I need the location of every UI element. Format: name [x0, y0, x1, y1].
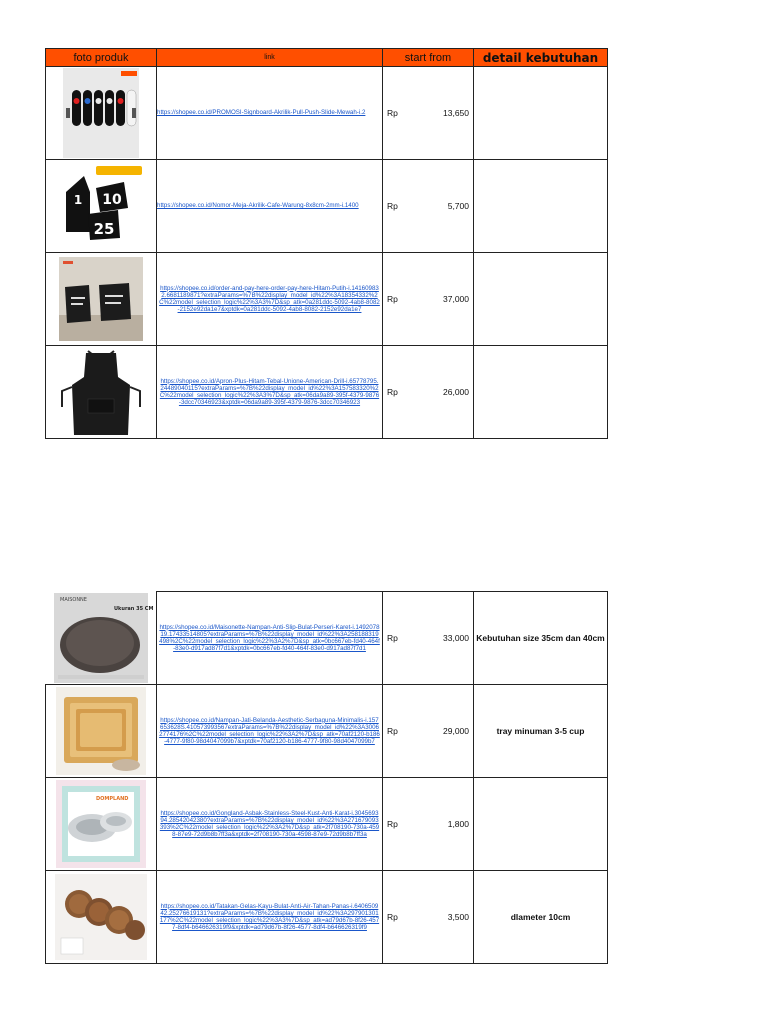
- detail-cell: tray minuman 3-5 cup: [474, 685, 608, 778]
- price-cell: [383, 871, 474, 964]
- table-number-photo-icon: [58, 162, 144, 250]
- table-row: [46, 253, 608, 346]
- price-cell: [383, 592, 474, 685]
- price: 26,000: [443, 387, 469, 397]
- photo-cell: [46, 160, 157, 253]
- svg-text:1: 1: [73, 193, 83, 207]
- product-link[interactable]: https://shopee.co.id/Tatakan-Gelas-Kayu-Bulat-Anti-Air-Tahan-Panas-i.640650942.25276619131?extraParams=%7B%22display_model_id%22%3A297901301177%2C%22model_selection_logic%22%3A3%7D&sp_atk=ad79d67b-8f26-4577-8df4-b646626319f9&xptdk=ad79d67b-8f26-4577-8df4-b646626319f9: [157, 871, 383, 964]
- apron-photo-icon: [56, 347, 146, 437]
- header-link: link: [157, 49, 383, 67]
- products-table-2: [45, 591, 608, 964]
- svg-text:10: 10: [102, 192, 122, 208]
- photo-cell: [46, 592, 157, 685]
- product-link[interactable]: https://shopee.co.id/Nampan-Jati-Belanda-Aesthetic-Serbaguna-Minimalis-i.157653628S.410573993567extraParams=%7B%22display_model_id%22%3A30062774176%2C%22model_selection_logic%22%3A2%7D&sp_atk=70af2120-b186-4777-9f80-98d4047099b7&xptdk=70af2120-b186-4777-9f80-98d4047099b7: [157, 685, 383, 778]
- product-link[interactable]: https://shopee.co.id/Gongland-Asbak-Stainless-Steel-Kust-Anti-Karat-i.304569394.28542042380?extraParams=%7B%22display_model_id%22%3A271679093393%2C%22model_selection_logic%22%3A2%7D&sp_atk=2f708190-730a-4598-87e9-72d9b8b7ff3a&xptdk=2f708190-730a-4598-87e9-72d9b8b7ff3a: [157, 778, 383, 871]
- product-link[interactable]: https://shopee.co.id/PROMOSI-Signboard-Akrilik-Pull-Push-Slide-Mewah-i.2: [157, 67, 383, 160]
- header-photo: foto produk: [46, 49, 157, 67]
- table-row: [46, 160, 608, 253]
- currency: Rp: [387, 912, 398, 922]
- price-cell: [383, 160, 474, 253]
- price: 5,700: [447, 201, 469, 211]
- detail-cell: Kebutuhan size 35cm dan 40cm: [474, 592, 608, 685]
- steel-tray-photo-icon: [56, 780, 146, 868]
- photo-cell: [46, 778, 157, 871]
- price-cell: [383, 685, 474, 778]
- detail-cell: [474, 253, 608, 346]
- photo-cell: [46, 685, 157, 778]
- svg-text:25: 25: [93, 220, 115, 238]
- wood-tray-photo-icon: [56, 687, 146, 775]
- table-row: [46, 685, 608, 778]
- photo-caption: Ukuran 35 CM: [114, 606, 154, 612]
- photo-brand: DOMPLAND: [96, 796, 129, 802]
- detail-cell: [474, 67, 608, 160]
- currency: Rp: [387, 201, 398, 211]
- detail-cell: dlameter 10cm: [474, 871, 608, 964]
- order-pay-sign-photo-icon: [59, 257, 143, 341]
- round-tray-photo-icon: [54, 593, 154, 683]
- photo-cell: [46, 346, 157, 439]
- price: 3,500: [447, 912, 469, 922]
- table-row: [46, 871, 608, 964]
- price: 37,000: [443, 294, 469, 304]
- header-detail: detail kebutuhan: [474, 49, 608, 67]
- currency: Rp: [387, 108, 398, 118]
- price: 33,000: [443, 633, 469, 643]
- table-row: [46, 346, 608, 439]
- detail-cell: [474, 346, 608, 439]
- currency: Rp: [387, 726, 398, 736]
- table-row: [46, 592, 608, 685]
- currency: Rp: [387, 294, 398, 304]
- photo-cell: [46, 871, 157, 964]
- table-row: [46, 778, 608, 871]
- products-table-1: [45, 48, 608, 439]
- header-row: [46, 49, 608, 67]
- signboard-photo-icon: [63, 68, 139, 158]
- currency: Rp: [387, 633, 398, 643]
- price: 29,000: [443, 726, 469, 736]
- currency: Rp: [387, 387, 398, 397]
- product-link[interactable]: https://shopee.co.id/Nomor-Meja-Akrilik-Cafe-Warung-8x8cm-2mm-i.1400: [157, 160, 383, 253]
- price-cell: [383, 778, 474, 871]
- coaster-photo-icon: [55, 874, 147, 960]
- photo-cell: [46, 67, 157, 160]
- photo-cell: [46, 253, 157, 346]
- product-link[interactable]: https://shopee.co.id/Maisonette-Nampan-Anti-Slip-Bulat-Perseri-Karet-i.149207819.17433514805?extraParams=%7B%22display_model_id%22%3A258188319498%2C%22model_selection_logic%22%3A2%7D&sp_atk=0bc667eb-fd40-464f-83e0-d917ad87f7d1&xptdk=0bc667eb-fd40-464f-83e0-d917ad87f7d1: [157, 592, 383, 685]
- table-row: [46, 67, 608, 160]
- currency: Rp: [387, 819, 398, 829]
- price-cell: [383, 346, 474, 439]
- detail-cell: [474, 160, 608, 253]
- price: 1,800: [447, 819, 469, 829]
- price-cell: [383, 253, 474, 346]
- photo-brand: MAISONNE: [60, 597, 87, 603]
- header-start-from: start from: [383, 49, 474, 67]
- product-link[interactable]: https://shopee.co.id/order-and-pay-here-order-pay-here-Hitam-Putih-i.141609832.6681189871?extraParams=%7B%22display_model_id%22%3A18354332%2C%22model_selection_logic%22%3A3%7D&sp_atk=0a281ddc-5092-4ab8-8082-2152e92da1e7&xptdk=0a281ddc-5092-4ab8-8082-2152e92da1e7: [157, 253, 383, 346]
- product-link[interactable]: https://shopee.co.id/Apron-Plus-Hitam-Tebal-Unione-American-Drill-i.65778795.24489040115?extraParams=%7B%22display_model_id%22%3A157583320%2C%22model_selection_logic%22%3A3%7D&sp_atk=06da9a89-395f-4379-9876-3dcc70346923&xptdk=06da9a89-395f-4379-9876-3dcc70346923: [157, 346, 383, 439]
- detail-cell: [474, 778, 608, 871]
- price: 13,650: [443, 108, 469, 118]
- price-cell: [383, 67, 474, 160]
